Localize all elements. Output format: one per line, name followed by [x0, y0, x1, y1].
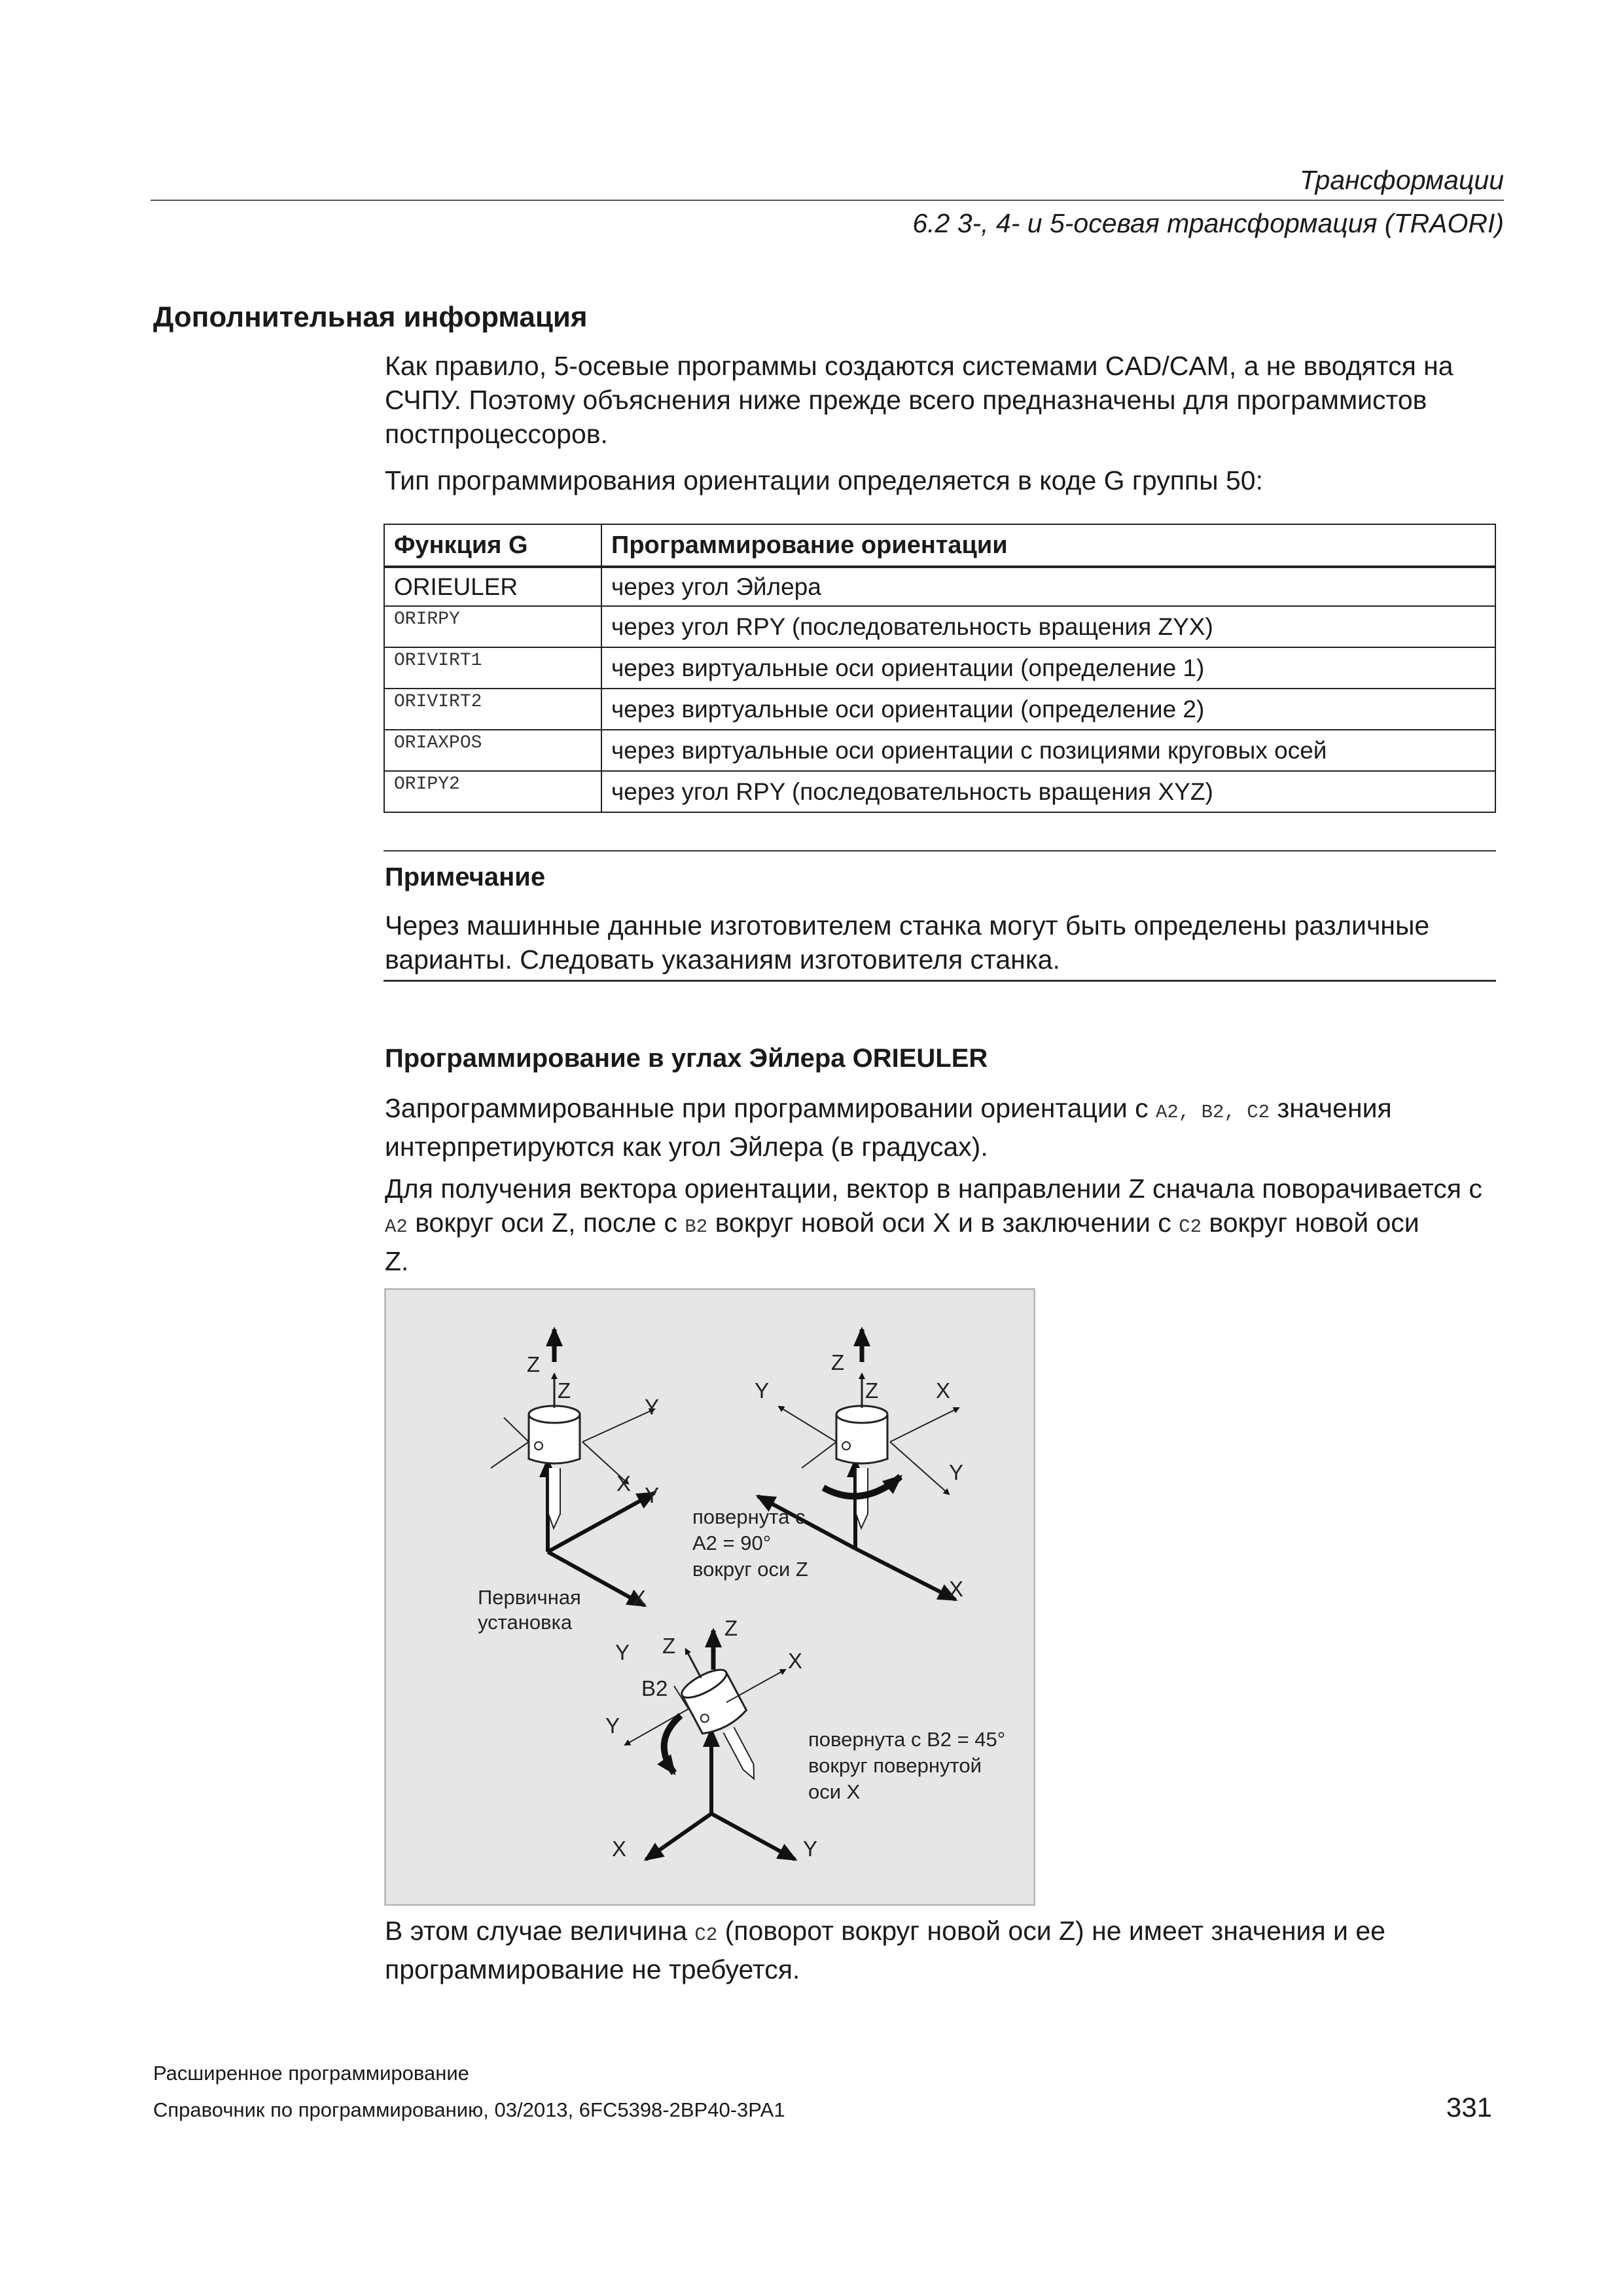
euler-paragraph-2	[385, 1172, 1510, 1278]
description-cell: через угол RPY (последовательность вращения ZYX)	[601, 606, 1495, 647]
text-run: вокруг новой оси	[1201, 1208, 1419, 1238]
code-run: C2	[1179, 1216, 1202, 1238]
footer-manual-info: Справочник по программированию, 03/2013, 6FC5398-2BP40-3PA1	[153, 2098, 785, 2121]
intro-line: постпроцессоров.	[385, 419, 608, 449]
euler-rotation-diagram	[386, 1290, 1033, 1904]
note-divider-bottom	[383, 980, 1496, 982]
table-row	[384, 689, 1495, 730]
axis-label-y: Y	[949, 1460, 964, 1484]
axis-label-x: X	[632, 1586, 647, 1610]
table-row	[384, 771, 1495, 812]
note-divider-top	[383, 850, 1496, 852]
header-divider	[151, 200, 1504, 201]
closing-line: программирование не требуется.	[385, 1954, 800, 1984]
euler-line: интерпретируются как угол Эйлера (в градусах).	[385, 1132, 988, 1162]
intro-line: СЧПУ. Поэтому объяснения ниже прежде всего предназначены для программистов	[385, 385, 1427, 415]
axis-label-y: Y	[615, 1640, 630, 1664]
text-run: значения	[1270, 1093, 1392, 1123]
footer-book-title: Расширенное программирование	[153, 2062, 469, 2085]
axis-label-x: X	[612, 1837, 627, 1861]
note-line: варианты. Следовать указаниям изготовителя станка.	[385, 944, 1060, 975]
euler-paragraph-1	[385, 1091, 1510, 1164]
euler-line: Z.	[385, 1246, 409, 1276]
gcode-group-text: Тип программирования ориентации определяется в коде G группы 50:	[385, 465, 1263, 495]
table-header-cell: Программирование ориентации	[601, 524, 1495, 567]
table-header-cell: Функция G	[384, 524, 601, 567]
rotated-b2-group	[625, 1630, 795, 1859]
g-code-cell: ORIPY2	[384, 771, 601, 812]
section-title: Дополнительная информация	[153, 301, 588, 333]
euler-line: Для получения вектора ориентации, вектор в направлении Z сначала поворачивается с	[385, 1174, 1482, 1204]
table-row	[384, 606, 1495, 647]
text-run: В этом случае величина	[385, 1916, 695, 1946]
axis-label-z: Z	[724, 1616, 738, 1640]
axis-label-z: Z	[865, 1378, 879, 1403]
text-run: Запрограммированные при программировании ориентации с	[385, 1093, 1156, 1123]
caption-a2: A2 = 90°	[692, 1532, 772, 1554]
axis-label-x: X	[788, 1649, 803, 1673]
g-code-cell: ORIEULER	[384, 567, 601, 606]
axis-label-z: Z	[831, 1350, 845, 1374]
table-row	[384, 567, 1495, 606]
caption-b2: повернута с B2 = 45°	[808, 1728, 1006, 1751]
initial-setting-group	[491, 1329, 654, 1605]
description-cell: через виртуальные оси ориентации (определение 2)	[601, 689, 1495, 730]
g-function-table	[383, 524, 1496, 813]
axis-label-y: Y	[645, 1395, 660, 1419]
caption-initial: Первичная	[478, 1586, 581, 1609]
axis-label-y: Y	[645, 1483, 660, 1507]
axis-label-y: Y	[803, 1837, 818, 1861]
caption-initial: установка	[478, 1611, 573, 1634]
text-run: вокруг оси Z, после с	[407, 1208, 685, 1238]
caption-b2: вокруг повернутой	[808, 1754, 982, 1777]
euler-line	[385, 1206, 1510, 1244]
axis-label-x: X	[936, 1378, 951, 1403]
table-row	[384, 647, 1495, 689]
page-number: 331	[1446, 2092, 1492, 2123]
axis-label-z: Z	[527, 1352, 541, 1376]
axis-label-x: X	[616, 1471, 632, 1496]
table-row	[384, 730, 1495, 771]
euler-line	[385, 1091, 1510, 1130]
g-code-cell: ORIAXPOS	[384, 730, 601, 771]
euler-section-title: Программирование в углах Эйлера ORIEULER	[385, 1044, 988, 1073]
closing-paragraph	[385, 1914, 1510, 1986]
text-run: (поворот вокруг новой оси Z) не имеет значения и ее	[717, 1916, 1385, 1946]
code-run: C2	[694, 1924, 718, 1946]
g-code-cell: ORIRPY	[384, 606, 601, 647]
g-code-cell: ORIVIRT1	[384, 647, 601, 689]
table-header-row	[384, 524, 1495, 567]
code-run: B2	[685, 1216, 708, 1238]
g-code-cell: ORIVIRT2	[384, 689, 601, 730]
description-cell: через угол Эйлера	[601, 567, 1495, 606]
axis-label-y: Y	[755, 1378, 770, 1403]
axis-label-z: Z	[558, 1378, 571, 1403]
intro-paragraph	[385, 349, 1510, 451]
intro-line: Как правило, 5-осевые программы создаются системами CAD/CAM, а не вводятся на	[385, 351, 1454, 381]
code-run: A2	[385, 1216, 408, 1238]
note-title: Примечание	[385, 863, 546, 891]
header-chapter: Трансформации	[1299, 165, 1504, 195]
axis-label-z: Z	[662, 1634, 676, 1658]
description-cell: через угол RPY (последовательность вращения XYZ)	[601, 771, 1495, 812]
description-cell: через виртуальные оси ориентации с позициями круговых осей	[601, 730, 1495, 771]
code-run: A2, B2, C2	[1156, 1102, 1270, 1123]
axis-label-y: Y	[605, 1713, 620, 1738]
caption-a2: повернута с	[692, 1505, 806, 1528]
header-section: 6.2 3-, 4- и 5-осевая трансформация (TRAORI)	[912, 208, 1504, 238]
euler-rotation-figure	[384, 1288, 1035, 1906]
description-cell: через виртуальные оси ориентации (определение 1)	[601, 647, 1495, 689]
caption-b2: оси X	[808, 1780, 861, 1803]
caption-a2: вокруг оси Z	[692, 1558, 808, 1581]
note-line: Через машинные данные изготовителем станка могут быть определены различные	[385, 910, 1430, 941]
closing-line	[385, 1914, 1510, 1952]
axis-label-x: X	[949, 1577, 964, 1601]
rotation-label-b2: B2	[641, 1676, 668, 1700]
note-text	[385, 908, 1510, 977]
text-run: вокруг новой оси X и в заключении с	[707, 1208, 1179, 1238]
